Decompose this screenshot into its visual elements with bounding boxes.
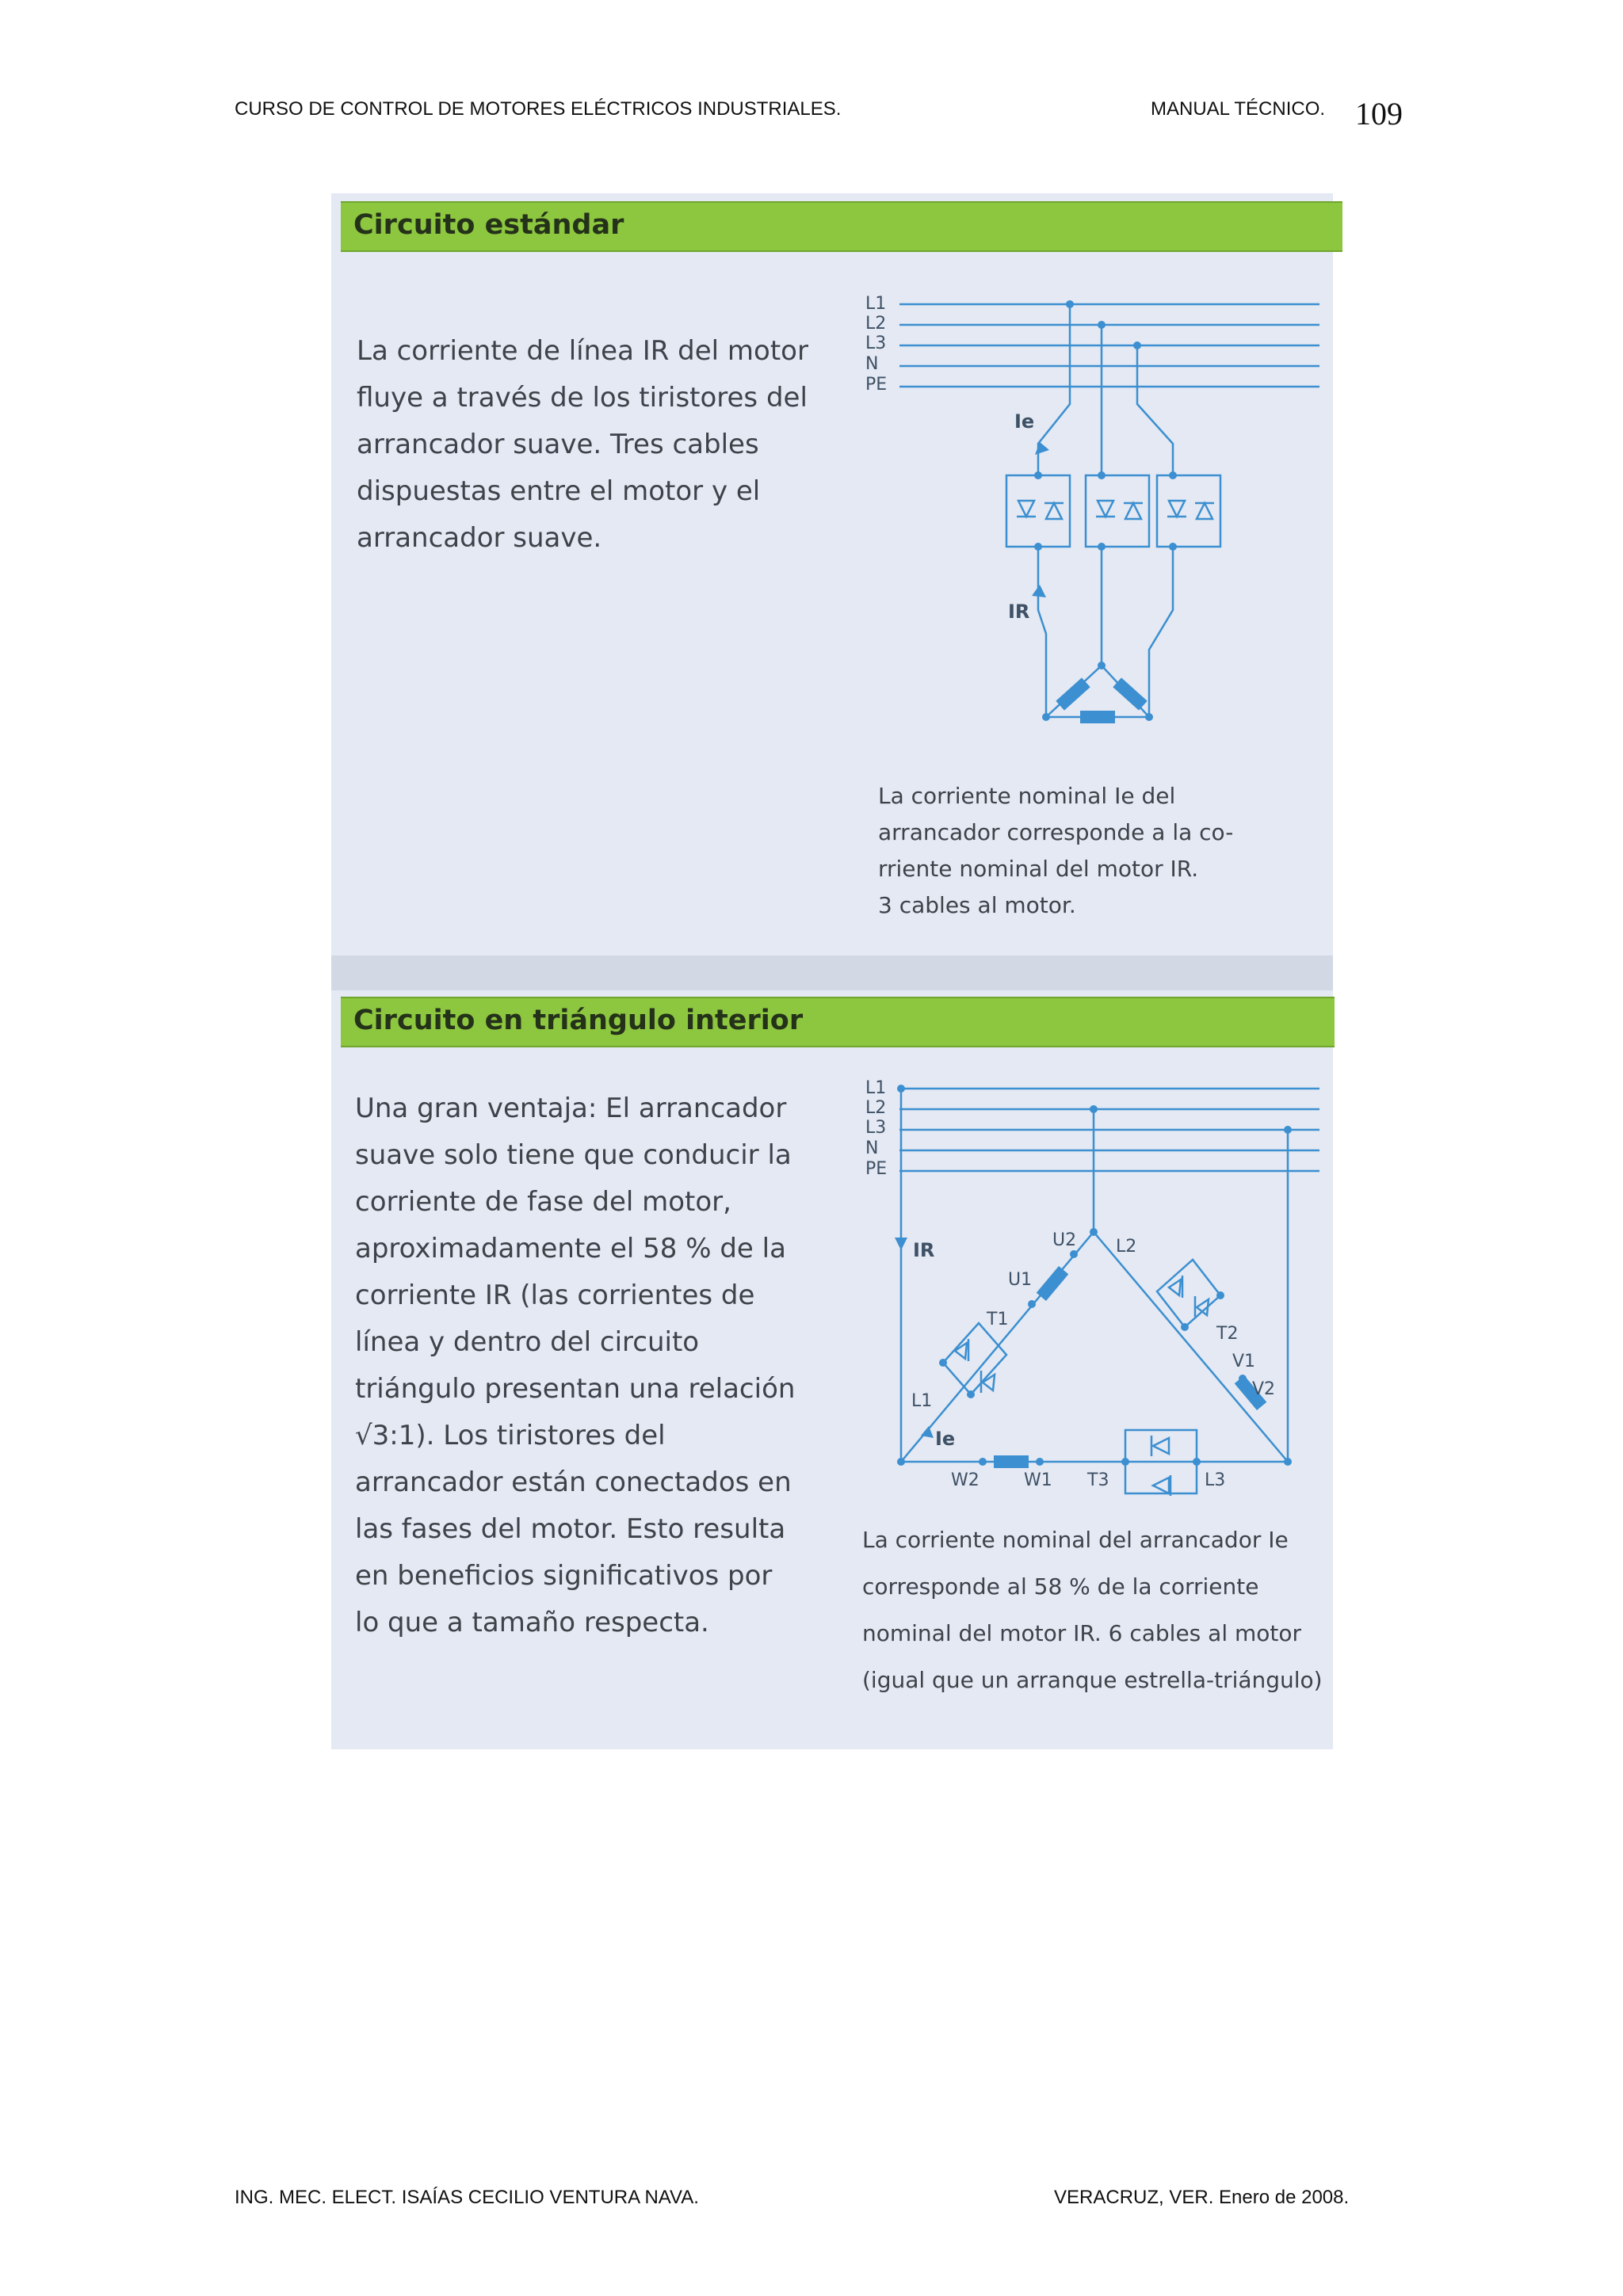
page-number: 109 — [1355, 96, 1403, 132]
current-label-ie: Ie — [935, 1428, 956, 1450]
line-label: PE — [865, 1159, 888, 1179]
body-line: √3:1). Los tiristores del — [355, 1420, 666, 1451]
current-label-ie: Ie — [1014, 410, 1035, 433]
standard-circuit-diagram — [856, 285, 1331, 745]
terminal-label: W2 — [951, 1470, 980, 1490]
caption-line: 3 cables al motor. — [878, 892, 1076, 918]
terminal-label: L1 — [911, 1391, 933, 1411]
terminal-label: T2 — [1216, 1324, 1239, 1344]
caption-line: La corriente nominal Ie del — [878, 783, 1176, 809]
panel-divider — [331, 955, 1333, 990]
body-line: fluye a través de los tiristores del — [357, 382, 808, 414]
body-line: Una gran ventaja: El arrancador — [355, 1093, 787, 1124]
caption-line: (igual que un arranque estrella-triángulo) — [862, 1667, 1323, 1693]
current-arrow-icon — [1035, 442, 1049, 455]
document-header-title: CURSO DE CONTROL DE MOTORES ELÉCTRICOS INDUSTRIALES. — [235, 98, 842, 120]
body-line: corriente de fase del motor, — [355, 1186, 731, 1218]
body-line: lo que a tamaño respecta. — [355, 1607, 709, 1638]
current-arrow-icon — [1032, 585, 1046, 597]
line-label: L1 — [865, 1078, 887, 1098]
line-label: L2 — [865, 1098, 887, 1118]
terminal-label: L3 — [1205, 1470, 1226, 1490]
terminal-label: U1 — [1008, 1270, 1033, 1290]
footer-author: ING. MEC. ELECT. ISAÍAS CECILIO VENTURA NAVA. — [235, 2187, 699, 2208]
body-line: arrancador suave. — [357, 522, 602, 554]
terminal-label: T3 — [1087, 1470, 1109, 1490]
line-label: L1 — [865, 294, 887, 314]
section-heading-bar — [341, 201, 1342, 252]
current-label-ir: IR — [913, 1239, 935, 1261]
section2-heading: Circuito en triángulo interior — [353, 1005, 804, 1036]
footer-place-date: VERACRUZ, VER. Enero de 2008. — [1054, 2187, 1350, 2208]
body-line: suave solo tiene que conducir la — [355, 1139, 792, 1171]
current-arrow-icon — [895, 1238, 907, 1250]
line-label: N — [865, 1138, 879, 1158]
body-line: La corriente de línea IR del motor — [357, 335, 808, 367]
line-label: L3 — [865, 334, 887, 353]
section1-body — [357, 328, 808, 562]
terminal-label: T1 — [987, 1310, 1009, 1329]
caption-line: arrancador corresponde a la co- — [878, 819, 1234, 845]
terminal-label: L2 — [1116, 1237, 1137, 1257]
body-line: en beneficios significativos por — [355, 1560, 773, 1592]
terminal-label: V1 — [1232, 1352, 1256, 1371]
caption-line: rriente nominal del motor IR. — [878, 856, 1199, 882]
line-label: L3 — [865, 1118, 887, 1138]
body-line: arrancador suave. Tres cables — [357, 429, 759, 460]
body-line: triángulo presentan una relación — [355, 1373, 796, 1405]
line-label: PE — [865, 375, 888, 395]
document-header-manual: MANUAL TÉCNICO. — [1151, 98, 1326, 120]
body-line: corriente IR (las corrientes de — [355, 1280, 755, 1311]
line-label: N — [865, 354, 879, 374]
caption-line: nominal del motor IR. 6 cables al motor — [862, 1620, 1302, 1646]
terminal-label: W1 — [1024, 1470, 1052, 1490]
section-heading-bar — [341, 997, 1335, 1047]
section1-heading: Circuito estándar — [353, 209, 624, 241]
section2-caption — [862, 1516, 1323, 1703]
section1-caption — [878, 778, 1233, 924]
body-line: las fases del motor. Esto resulta — [355, 1513, 786, 1545]
terminal-label: U2 — [1052, 1230, 1077, 1250]
terminal-label: V2 — [1252, 1379, 1276, 1399]
current-label-ir: IR — [1008, 601, 1030, 623]
caption-line: La corriente nominal del arrancador Ie — [862, 1527, 1289, 1553]
section2-body — [355, 1085, 795, 1646]
body-line: línea y dentro del circuito — [355, 1326, 700, 1358]
caption-line: corresponde al 58 % de la corriente — [862, 1573, 1259, 1600]
body-line: arrancador están conectados en — [355, 1466, 792, 1498]
body-line: dispuestas entre el motor y el — [357, 475, 761, 507]
body-line: aproximadamente el 58 % de la — [355, 1233, 786, 1264]
line-label: L2 — [865, 314, 887, 334]
inner-delta-circuit-diagram — [856, 1070, 1331, 1497]
